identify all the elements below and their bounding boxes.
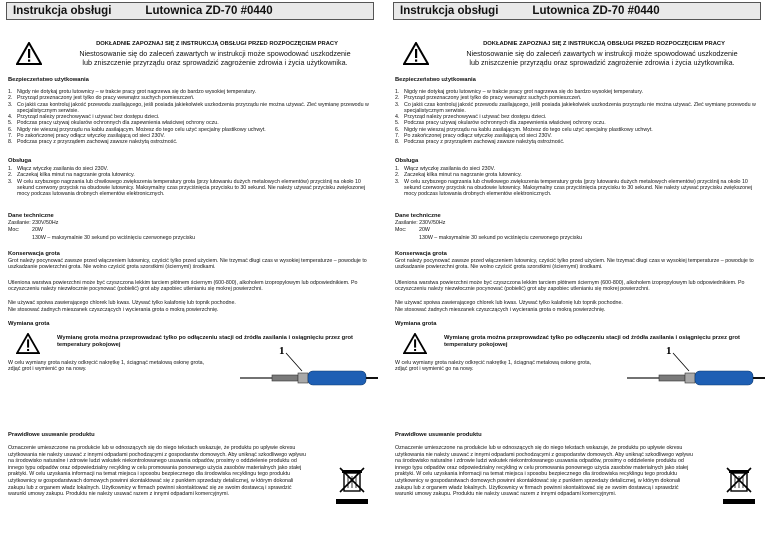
soldering-iron-illustration	[238, 345, 378, 413]
list-item: 8. Podczas pracy z przyrządem zachowaj zawsze należytą ostrożność.	[395, 139, 565, 146]
soldering-iron-illustration	[625, 345, 765, 413]
specs-power-label: Moc:	[395, 227, 407, 233]
maintenance-p4: Nie stosować żadnych mieszanek czyszczących i wycierania grota o mokrą powierzchnię.	[8, 307, 219, 313]
bin-underline-bar	[723, 499, 755, 504]
maintenance-title: Konserwacja grota	[395, 251, 447, 257]
maintenance-p2: Utleniona warstwa powierzchni może być czyszczona lekkim tarciem płótnem ściernym (600-800), alkoholem izopropylowym lub odpowiednikiem. Po oczyszczeniu należy niezwłocznie pocynować (pobielić) grot aby zapobiec utlenianiu się mokrej powierzchni.	[395, 280, 745, 293]
safety-list	[8, 89, 372, 146]
replacement-title: Wymiana grota	[395, 321, 437, 327]
manual-title: Instrukcja obsługi	[13, 5, 112, 17]
list-item: 4. Przyrząd należy przechowywać i używać bez dostępu dzieci.	[8, 114, 160, 121]
manual-page-right	[391, 0, 764, 543]
replacement-text: W celu wymiany grota należy odkręcić nakrętkę 1, ściągnąć metalową osłonę grota, zdjąć grot i wymienić go na nowy.	[395, 360, 592, 373]
specs-supply: Zasilanie: 230V/50Hz	[8, 220, 59, 226]
disposal-text: Oznaczenie umieszczone na produkcie lub w odnoszących się do niego tekstach wskazuje, że produktu po upływie okresu użytkowania nie należy usuwać z innymi odpadami pochodzącymi z gospodarstw domowych. Aby uniknąć szkodliwego wpływu na środowisko naturalne i zdrowie ludzi wskutek niekontrolowanego usuwania odpadów, prosimy o oddzielenie produktu od innego typu odpadów oraz odpowiedzialny recykling w celu promowania ponownego użycia zasobów materialnych jako stałej praktyki. W celu uzyskania informacji na temat miejsca i sposobu bezpiecznego dla środowiska recyklingu tego produktu użytkownicy w gospodarstwach domowych powinni skontaktować się z punktem sprzedaży detalicznej, w którym dokonali zakupu lub z organem władz lokalnych. Użytkownicy w firmach powinni skontaktować się ze swoim dostawcą i sprawdzić warunki umowy zakupu. Produktu nie należy usuwać razem z innymi odpadami komercyjnymi.	[395, 445, 693, 498]
specs-power-label: Moc:	[8, 227, 20, 233]
warning-line-1: Niestosowanie się do zaleceń zawartych w instrukcji może spowodować uszkodzenie	[466, 49, 738, 58]
nut-callout-label: 1	[279, 345, 285, 357]
crossed-bin-icon	[725, 466, 753, 494]
page-header	[6, 2, 374, 20]
page-header	[393, 2, 761, 20]
warning-line-1: Niestosowanie się do zaleceń zawartych w instrukcji może spowodować uszkodzenie	[79, 49, 351, 58]
warning-heading: DOKŁADNIE ZAPOZNAJ SIĘ Z INSTRUKCJĄ OBSŁUGI PRZED ROZPOCZĘCIEM PRACY	[96, 41, 338, 47]
maintenance-title: Konserwacja grota	[8, 251, 60, 257]
list-item: 7. Po zakończonej pracy odłącz wtyczkę zasilającą od sieci 230V.	[8, 133, 165, 140]
warning-triangle-icon	[16, 333, 40, 354]
nut-callout-label: 1	[666, 345, 672, 357]
warning-triangle-icon	[16, 42, 42, 65]
replacement-title: Wymiana grota	[8, 321, 50, 327]
safety-list	[395, 89, 759, 146]
safety-title: Bezpieczeństwo użytkowania	[395, 77, 476, 83]
product-model: Lutownica ZD-70 #0440	[145, 5, 273, 17]
specs-power-2: 130W – maksymalnie 30 sekund po wciśnięciu czerwonego przycisku	[419, 235, 583, 241]
manual-page-left	[4, 0, 377, 543]
safety-title: Bezpieczeństwo użytkowania	[8, 77, 89, 83]
list-item: 2. Zaczekaj kilka minut na nagrzanie grota lutownicy.	[8, 172, 135, 179]
specs-power-1: 20W	[419, 227, 430, 233]
warning-triangle-icon	[403, 42, 429, 65]
warning-text	[441, 49, 763, 67]
list-item: 7. Po zakończonej pracy odłącz wtyczkę zasilającą od sieci 230V.	[395, 133, 552, 140]
warning-heading: DOKŁADNIE ZAPOZNAJ SIĘ Z INSTRUKCJĄ OBSŁUGI PRZED ROZPOCZĘCIEM PRACY	[483, 41, 725, 47]
maintenance-p3: Nie używać spoiwa zawierającego chlorek lub kwas. Używać tylko kalafonię lub topnik pochodne.	[395, 300, 623, 306]
list-item: 1. Nigdy nie dotykaj grotu lutownicy – w trakcie pracy grot nagrzewa się do bardzo wysokiej temperatury.	[8, 89, 256, 95]
usage-title: Obsługa	[8, 158, 32, 164]
disposal-title: Prawidłowe usuwanie produktu	[8, 432, 95, 438]
replacement-warning: Wymianę grota można przeprowadzać tylko po odłączeniu stacji od źródła zasilania i osiągnięciu przez grot temperatury pokojowej	[57, 335, 353, 348]
specs-title: Dane techniczne	[8, 213, 54, 219]
list-item: 3. Co jakiś czas kontroluj jakość przewodu zasilającego, jeśli posiada jakiekolwiek uszkodzenia przyrządu nie można używać. Zleć wymianę przewodu w specjalistycznym serwisie.	[8, 101, 369, 114]
list-item: 1. Włącz wtyczkę zasilania do sieci 230V.	[395, 166, 496, 172]
disposal-text: Oznaczenie umieszczone na produkcie lub w odnoszących się do niego tekstach wskazuje, że produktu po upływie okresu użytkowania nie należy usuwać z innymi odpadami pochodzącymi z gospodarstw domowych. Aby uniknąć szkodliwego wpływu na środowisko naturalne i zdrowie ludzi wskutek niekontrolowanego usuwania odpadów, prosimy o oddzielenie produktu od innego typu odpadów oraz odpowiedzialny recykling w celu promowania ponownego użycia zasobów materialnych jako stałej praktyki. W celu uzyskania informacji na temat miejsca i sposobu bezpiecznego dla środowiska recyklingu tego produktu użytkownicy w gospodarstwach domowych powinni skontaktować się z punktem sprzedaży detalicznej, w którym dokonali zakupu lub z organem władz lokalnych. Użytkownicy w firmach powinni skontaktować się ze swoim dostawcą i sprawdzić warunki umowy zakupu. Produktu nie należy usuwać razem z innymi odpadami komercyjnymi.	[8, 445, 306, 498]
disposal-title: Prawidłowe usuwanie produktu	[395, 432, 482, 438]
specs-title: Dane techniczne	[395, 213, 441, 219]
list-item: 3. Co jakiś czas kontroluj jakość przewodu zasilającego, jeśli posiada jakiekolwiek uszkodzenia przyrządu nie można używać. Zleć wymianę przewodu w specjalistycznym serwisie.	[395, 101, 756, 114]
list-item: 4. Przyrząd należy przechowywać i używać bez dostępu dzieci.	[395, 114, 547, 121]
warning-line-2: lub zniszczenie przyrządu oraz sprowadzić zagrożenie zdrowia i życia użytkownika.	[469, 58, 735, 67]
bin-underline-bar	[336, 499, 368, 504]
warning-triangle-icon	[403, 333, 427, 354]
maintenance-p1: Grot należy pocynować zawsze przed włączeniem lutownicy, czyścić tylko przed użyciem. Nie trzymać długi czas w wysokiej temperaturze – powoduje to uszkadzanie powierzchni grota. Nie wolno czyścić grota szorstkimi (ściernymi) środkami.	[395, 258, 754, 271]
list-item: 1. Nigdy nie dotykaj grotu lutownicy – w trakcie pracy grot nagrzewa się do bardzo wysokiej temperatury.	[395, 89, 643, 95]
list-item: 2. Przyrząd przeznaczony jest tylko do pracy wewnątrz suchych pomieszczeń.	[8, 95, 195, 102]
specs-power-2: 130W – maksymalnie 30 sekund po wciśnięciu czerwonego przycisku	[32, 235, 196, 241]
maintenance-p4: Nie stosować żadnych mieszanek czyszczących i wycierania grota o mokrą powierzchnię.	[395, 307, 606, 313]
warning-line-2: lub zniszczenie przyrządu oraz sprowadzić zagrożenie zdrowia i życia użytkownika.	[82, 58, 348, 67]
maintenance-p1: Grot należy pocynować zawsze przed włączeniem lutownicy, czyścić tylko przed użyciem. Nie trzymać długi czas w wysokiej temperaturze – powoduje to uszkadzanie powierzchni grota. Nie wolno czyścić grota szorstkimi (ściernymi) środkami.	[8, 258, 367, 271]
usage-title: Obsługa	[395, 158, 419, 164]
usage-list	[395, 166, 759, 197]
replacement-text: W celu wymiany grota należy odkręcić nakrętkę 1, ściągnąć metalową osłonę grota, zdjąć grot i wymienić go na nowy.	[8, 360, 205, 373]
warning-text	[54, 49, 376, 67]
specs-supply: Zasilanie: 230V/50Hz	[395, 220, 446, 226]
list-item: 5. Podczas pracy używaj okularów ochronnych dla zapewnienia właściwej ochrony oczu.	[395, 120, 606, 127]
list-item: 2. Zaczekaj kilka minut na nagrzanie grota lutownicy.	[395, 172, 522, 179]
list-item: 5. Podczas pracy używaj okularów ochronnych dla zapewnienia właściwej ochrony oczu.	[8, 120, 219, 127]
crossed-bin-icon	[338, 466, 366, 494]
list-item: 3. W celu szybszego nagrzania lub chwilowego zwiększenia temperatury grota (przy lutowaniu dużych metalowych elementów) przyciśnij na około 10 sekund czerwony przycisk na obudowie lutownicy. Maksymalny czas przyciśnięcia przycisku to 30 sekund. Nie należy używać przycisku zwiększonej mocy podczas lutowania drobnych elementów elektronicznych.	[8, 178, 366, 198]
list-item: 6. Nigdy nie wieszaj przyrządu na kablu zasilającym. Możesz do tego celu użyć specjalny plastikowy uchwyt.	[8, 126, 266, 133]
maintenance-p3: Nie używać spoiwa zawierającego chlorek lub kwas. Używać tylko kalafonię lub topnik pochodne.	[8, 300, 236, 306]
maintenance-p2: Utleniona warstwa powierzchni może być czyszczona lekkim tarciem płótnem ściernym (600-800), alkoholem izopropylowym lub odpowiednikiem. Po oczyszczeniu należy niezwłocznie pocynować (pobielić) grot aby zapobiec utlenianiu się mokrej powierzchni.	[8, 280, 358, 293]
list-item: 8. Podczas pracy z przyrządem zachowaj zawsze należytą ostrożność.	[8, 139, 178, 146]
manual-title: Instrukcja obsługi	[400, 5, 499, 17]
list-item: 3. W celu szybszego nagrzania lub chwilowego zwiększenia temperatury grota (przy lutowaniu dużych metalowych elementów) przyciśnij na około 10 sekund czerwony przycisk na obudowie lutownicy. Maksymalny czas przyciśnięcia przycisku to 30 sekund. Nie należy używać przycisku zwiększonej mocy podczas lutowania drobnych elementów elektronicznych.	[395, 178, 753, 198]
list-item: 2. Przyrząd przeznaczony jest tylko do pracy wewnątrz suchych pomieszczeń.	[395, 95, 582, 102]
list-item: 1. Włącz wtyczkę zasilania do sieci 230V.	[8, 166, 109, 172]
usage-list	[8, 166, 372, 197]
replacement-warning: Wymianę grota można przeprowadzać tylko po odłączeniu stacji od źródła zasilania i osiągnięciu przez grot temperatury pokojowej	[444, 335, 740, 348]
product-model: Lutownica ZD-70 #0440	[532, 5, 660, 17]
specs-power-1: 20W	[32, 227, 43, 233]
list-item: 6. Nigdy nie wieszaj przyrządu na kablu zasilającym. Możesz do tego celu użyć specjalny plastikowy uchwyt.	[395, 126, 653, 133]
